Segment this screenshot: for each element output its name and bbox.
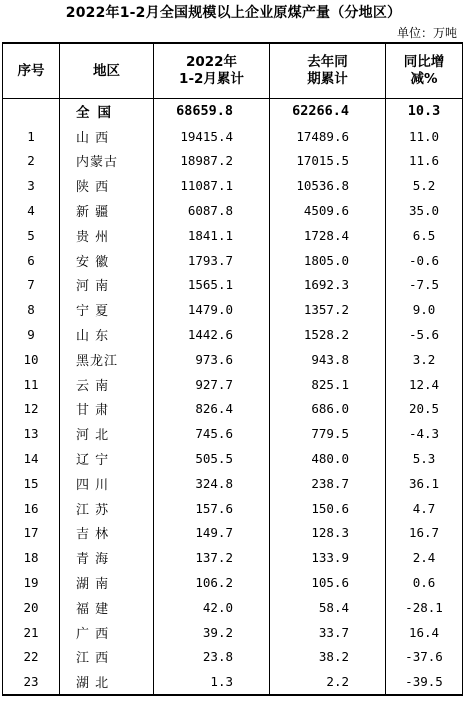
table-row — [3, 124, 463, 149]
total-row — [3, 99, 463, 124]
cell-current: 23.8 — [154, 645, 270, 670]
table-row — [3, 496, 463, 521]
cell-previous: 58.4 — [270, 595, 386, 620]
header-previous — [270, 43, 386, 99]
table-row — [3, 471, 463, 496]
cell-region: 吉 林 — [60, 521, 154, 546]
table-row — [3, 372, 463, 397]
cell-previous: 480.0 — [270, 446, 386, 471]
unit-label: 单位：万吨 — [396, 26, 457, 40]
table-row — [3, 297, 463, 322]
table-row — [3, 446, 463, 471]
table-row — [3, 421, 463, 446]
cell-yoy: 3.2 — [386, 347, 463, 372]
cell-previous: 128.3 — [270, 521, 386, 546]
table-row — [3, 669, 463, 695]
table-row — [3, 397, 463, 422]
cell-region: 四 川 — [60, 471, 154, 496]
cell-region: 江 苏 — [60, 496, 154, 521]
cell-yoy: 6.5 — [386, 223, 463, 248]
cell-seq: 6 — [3, 248, 60, 273]
cell-current: 42.0 — [154, 595, 270, 620]
cell-seq: 11 — [3, 372, 60, 397]
header-previous-line2: 期累计 — [307, 71, 348, 87]
cell-yoy: 5.3 — [386, 446, 463, 471]
table-row — [3, 545, 463, 570]
cell-current: 1565.1 — [154, 273, 270, 298]
header-yoy-line1: 同比增 — [403, 54, 445, 70]
cell-yoy: -7.5 — [386, 273, 463, 298]
cell-region: 河 南 — [60, 273, 154, 298]
cell-region: 内蒙古 — [60, 149, 154, 174]
cell-yoy: 9.0 — [386, 297, 463, 322]
cell-region: 陕 西 — [60, 173, 154, 198]
cell-yoy: 4.7 — [386, 496, 463, 521]
cell-region: 山 东 — [60, 322, 154, 347]
cell-seq: 10 — [3, 347, 60, 372]
table-row — [3, 273, 463, 298]
cell-seq — [3, 99, 60, 124]
cell-previous: 150.6 — [270, 496, 386, 521]
cell-current: 745.6 — [154, 421, 270, 446]
cell-current: 137.2 — [154, 545, 270, 570]
cell-seq: 5 — [3, 223, 60, 248]
cell-seq: 18 — [3, 545, 60, 570]
cell-yoy: 36.1 — [386, 471, 463, 496]
cell-current: 39.2 — [154, 620, 270, 645]
cell-previous: 17015.5 — [270, 149, 386, 174]
header-current — [154, 43, 270, 99]
cell-region: 江 西 — [60, 645, 154, 670]
cell-seq: 13 — [3, 421, 60, 446]
cell-previous: 779.5 — [270, 421, 386, 446]
cell-seq: 9 — [3, 322, 60, 347]
cell-seq: 1 — [3, 124, 60, 149]
cell-region: 青 海 — [60, 545, 154, 570]
cell-yoy: 10.3 — [386, 99, 463, 124]
cell-current: 18987.2 — [154, 149, 270, 174]
table-row — [3, 223, 463, 248]
cell-previous: 1528.2 — [270, 322, 386, 347]
header-row — [3, 43, 463, 99]
cell-current: 1.3 — [154, 669, 270, 695]
cell-current: 1793.7 — [154, 248, 270, 273]
cell-current: 973.6 — [154, 347, 270, 372]
cell-current: 11087.1 — [154, 173, 270, 198]
cell-previous: 1692.3 — [270, 273, 386, 298]
cell-seq: 17 — [3, 521, 60, 546]
cell-previous: 238.7 — [270, 471, 386, 496]
cell-previous: 17489.6 — [270, 124, 386, 149]
cell-region: 宁 夏 — [60, 297, 154, 322]
cell-current: 106.2 — [154, 570, 270, 595]
table-row — [3, 521, 463, 546]
cell-previous: 943.8 — [270, 347, 386, 372]
table-row — [3, 198, 463, 223]
cell-region: 湖 北 — [60, 669, 154, 695]
cell-yoy: 12.4 — [386, 372, 463, 397]
cell-seq: 12 — [3, 397, 60, 422]
table-row — [3, 173, 463, 198]
cell-seq: 7 — [3, 273, 60, 298]
cell-region: 新 疆 — [60, 198, 154, 223]
cell-yoy: 16.7 — [386, 521, 463, 546]
cell-seq: 16 — [3, 496, 60, 521]
header-region: 地区 — [60, 43, 154, 99]
header-seq: 序号 — [3, 43, 60, 99]
cell-seq: 2 — [3, 149, 60, 174]
cell-region: 黑龙江 — [60, 347, 154, 372]
cell-region: 福 建 — [60, 595, 154, 620]
cell-previous: 2.2 — [270, 669, 386, 695]
header-yoy — [386, 43, 463, 99]
cell-yoy: -39.5 — [386, 669, 463, 695]
table-row — [3, 347, 463, 372]
cell-yoy: 11.6 — [386, 149, 463, 174]
cell-current: 1442.6 — [154, 322, 270, 347]
cell-seq: 15 — [3, 471, 60, 496]
cell-yoy: -4.3 — [386, 421, 463, 446]
cell-current: 826.4 — [154, 397, 270, 422]
cell-seq: 20 — [3, 595, 60, 620]
header-yoy-line2: 减% — [410, 71, 438, 87]
cell-region: 辽 宁 — [60, 446, 154, 471]
cell-yoy: 16.4 — [386, 620, 463, 645]
cell-current: 149.7 — [154, 521, 270, 546]
cell-yoy: 2.4 — [386, 545, 463, 570]
cell-region: 安 徽 — [60, 248, 154, 273]
table-row — [3, 149, 463, 174]
table-row — [3, 645, 463, 670]
table-row — [3, 570, 463, 595]
cell-yoy: 35.0 — [386, 198, 463, 223]
cell-seq: 23 — [3, 669, 60, 695]
cell-previous: 686.0 — [270, 397, 386, 422]
cell-seq: 22 — [3, 645, 60, 670]
cell-previous: 1357.2 — [270, 297, 386, 322]
cell-region: 广 西 — [60, 620, 154, 645]
cell-yoy: -37.6 — [386, 645, 463, 670]
cell-previous: 105.6 — [270, 570, 386, 595]
table-row — [3, 248, 463, 273]
cell-current: 6087.8 — [154, 198, 270, 223]
cell-seq: 21 — [3, 620, 60, 645]
cell-yoy: 5.2 — [386, 173, 463, 198]
cell-seq: 4 — [3, 198, 60, 223]
cell-current: 1841.1 — [154, 223, 270, 248]
cell-region: 甘 肃 — [60, 397, 154, 422]
cell-previous: 10536.8 — [270, 173, 386, 198]
coal-production-table — [2, 42, 463, 696]
cell-yoy: 11.0 — [386, 124, 463, 149]
cell-seq: 19 — [3, 570, 60, 595]
cell-region: 云 南 — [60, 372, 154, 397]
cell-region: 全国 — [60, 99, 154, 124]
cell-yoy: -5.6 — [386, 322, 463, 347]
cell-current: 927.7 — [154, 372, 270, 397]
cell-region: 贵 州 — [60, 223, 154, 248]
cell-current: 505.5 — [154, 446, 270, 471]
cell-current: 68659.8 — [154, 99, 270, 124]
cell-current: 157.6 — [154, 496, 270, 521]
table-row — [3, 595, 463, 620]
table-title: 2022年1-2月全国规模以上企业原煤产量（分地区） — [65, 5, 402, 21]
cell-yoy: -0.6 — [386, 248, 463, 273]
header-current-line1: 2022年 — [185, 54, 238, 70]
table-row — [3, 620, 463, 645]
cell-yoy: 20.5 — [386, 397, 463, 422]
cell-previous: 1805.0 — [270, 248, 386, 273]
cell-current: 19415.4 — [154, 124, 270, 149]
cell-yoy: -28.1 — [386, 595, 463, 620]
header-current-line2: 1-2月累计 — [179, 71, 244, 87]
header-previous-line1: 去年同 — [307, 54, 348, 70]
cell-region: 河 北 — [60, 421, 154, 446]
cell-previous: 38.2 — [270, 645, 386, 670]
cell-region: 山 西 — [60, 124, 154, 149]
cell-previous: 33.7 — [270, 620, 386, 645]
cell-seq: 3 — [3, 173, 60, 198]
cell-seq: 8 — [3, 297, 60, 322]
cell-previous: 62266.4 — [270, 99, 386, 124]
cell-current: 1479.0 — [154, 297, 270, 322]
cell-previous: 4509.6 — [270, 198, 386, 223]
cell-seq: 14 — [3, 446, 60, 471]
table-row — [3, 322, 463, 347]
cell-yoy: 0.6 — [386, 570, 463, 595]
cell-previous: 825.1 — [270, 372, 386, 397]
cell-region: 湖 南 — [60, 570, 154, 595]
cell-previous: 1728.4 — [270, 223, 386, 248]
cell-current: 324.8 — [154, 471, 270, 496]
cell-previous: 133.9 — [270, 545, 386, 570]
